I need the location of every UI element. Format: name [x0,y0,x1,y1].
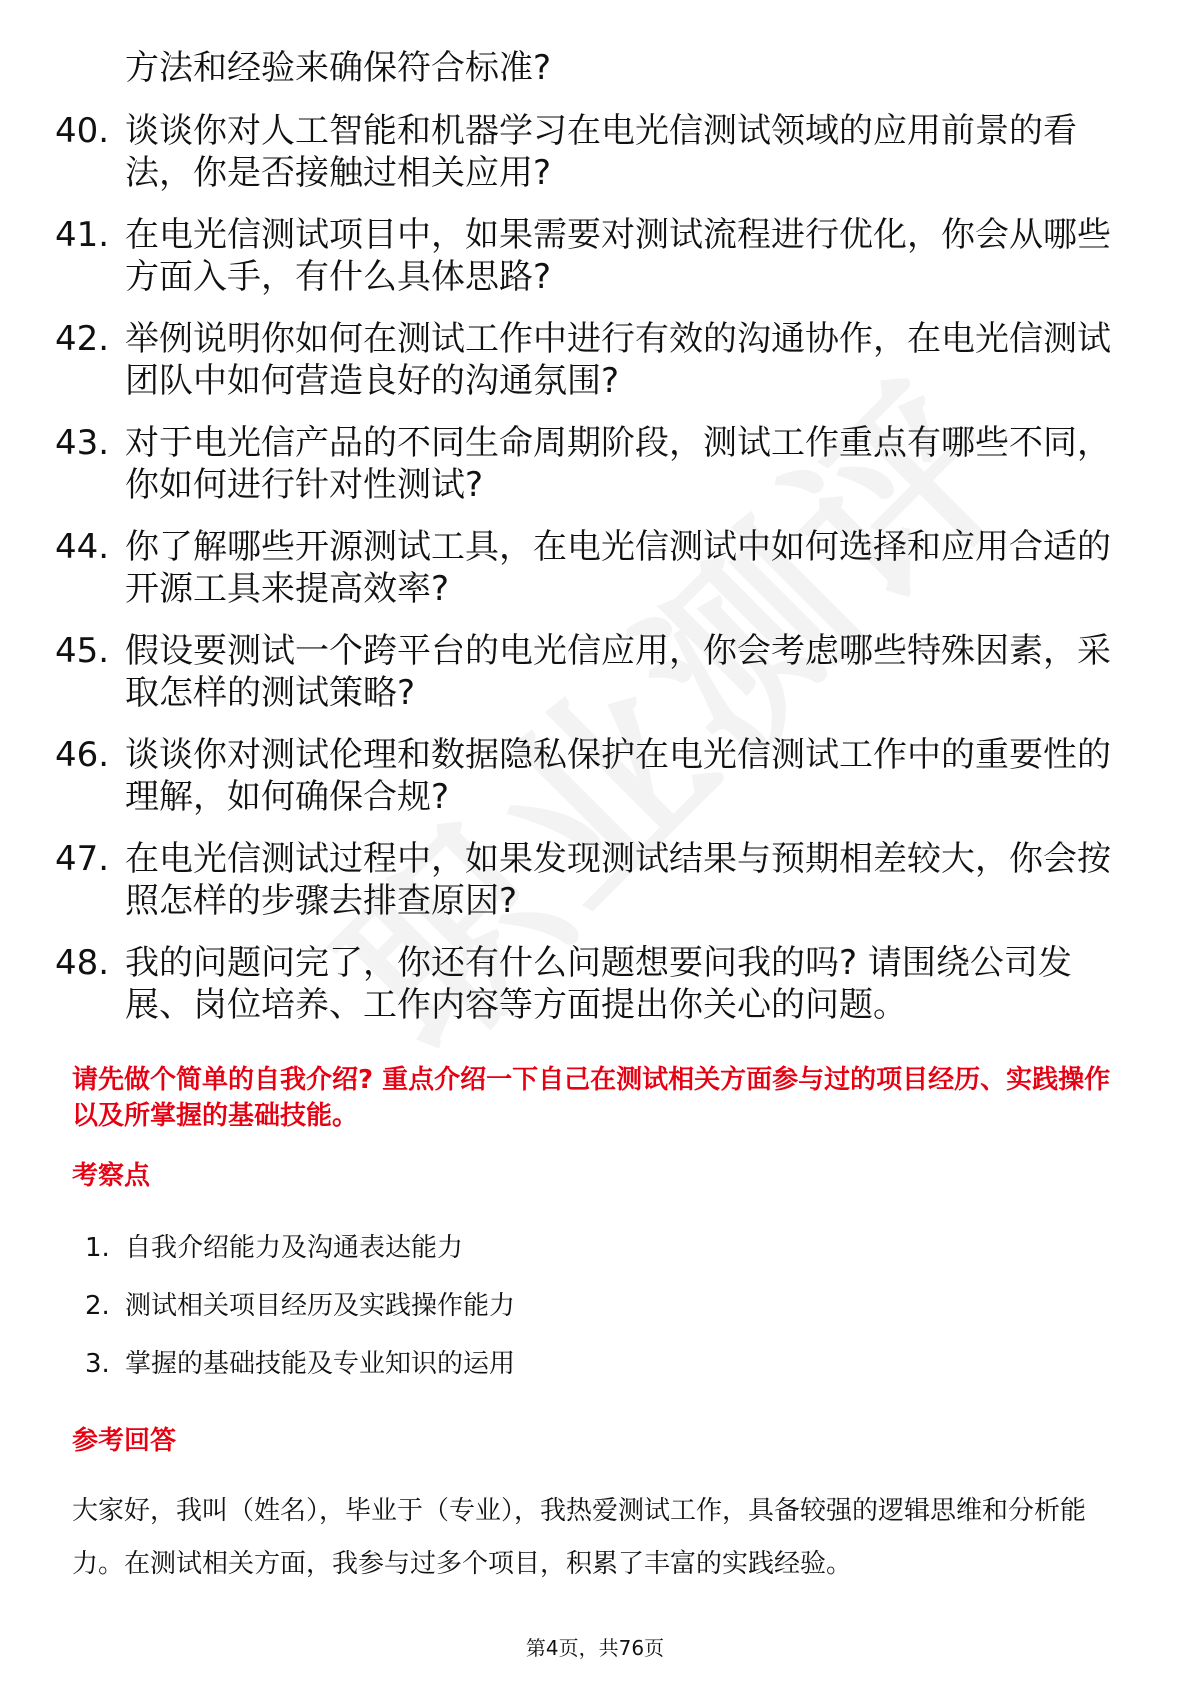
points-list [85,1230,515,1404]
question-item [55,318,1125,402]
question-text: 在电光信测试过程中，如果发现测试结果与预期相差较大，你会按照怎样的步骤去排查原因? [125,839,1111,921]
question-number: 41. [55,215,110,255]
answer-heading: 参考回答 [72,1426,177,1456]
page-footer: 第4页，共76页 [525,1636,665,1660]
question-number: 42. [55,319,110,359]
question-item [55,526,1125,610]
question-list [55,110,1125,1046]
question-item [55,422,1125,506]
point-number: 3. [85,1349,110,1379]
point-text: 测试相关项目经历及实践操作能力 [125,1291,516,1321]
question-item [55,110,1125,194]
question-item [55,214,1125,298]
question-text: 谈谈你对人工智能和机器学习在电光信测试领域的应用前景的看法，你是否接触过相关应用? [125,111,1077,193]
question-number: 48. [55,943,110,983]
question-number: 46. [55,735,110,775]
question-number: 43. [55,423,110,463]
continuation-text: 方法和经验来确保符合标准? [125,48,552,88]
point-text: 掌握的基础技能及专业知识的运用 [125,1349,516,1379]
question-text: 谈谈你对测试伦理和数据隐私保护在电光信测试工作中的重要性的理解，如何确保合规? [125,735,1111,817]
point-item [85,1346,515,1382]
question-text: 假设要测试一个跨平台的电光信应用，你会考虑哪些特殊因素，采取怎样的测试策略? [125,631,1111,713]
answer-text: 大家好，我叫（姓名），毕业于（专业），我热爱测试工作，具备较强的逻辑思维和分析能力。在测试相关方面，我参与过多个项目，积累了丰富的实践经验。 [72,1496,1087,1579]
question-number: 44. [55,527,110,567]
question-text: 你了解哪些开源测试工具，在电光信测试中如何选择和应用合适的开源工具来提高效率? [125,527,1111,609]
question-text: 举例说明你如何在测试工作中进行有效的沟通协作，在电光信测试团队中如何营造良好的沟通氛围? [125,319,1111,401]
question-item [55,734,1125,818]
question-text: 在电光信测试项目中，如果需要对测试流程进行优化，你会从哪些方面入手，有什么具体思路? [125,215,1111,297]
question-number: 47. [55,839,110,879]
question-item [55,630,1125,714]
points-heading: 考察点 [72,1161,151,1191]
point-number: 2. [85,1291,110,1321]
question-number: 45. [55,631,110,671]
point-item [85,1230,515,1266]
point-item [85,1288,515,1324]
point-number: 1. [85,1233,110,1263]
question-text: 对于电光信产品的不同生命周期阶段，测试工作重点有哪些不同，你如何进行针对性测试? [125,423,1111,505]
question-number: 40. [55,111,110,151]
question-text: 我的问题问完了，你还有什么问题想要问我的吗? 请围绕公司发展、岗位培养、工作内容等方面提出你关心的问题。 [125,943,1072,1025]
question-item [55,942,1125,1026]
question-item [55,838,1125,922]
point-text: 自我介绍能力及沟通表达能力 [125,1233,464,1263]
section-question-heading: 请先做个简单的自我介绍? 重点介绍一下自己在测试相关方面参与过的项目经历、实践操作以及所掌握的基础技能。 [72,1065,1111,1131]
